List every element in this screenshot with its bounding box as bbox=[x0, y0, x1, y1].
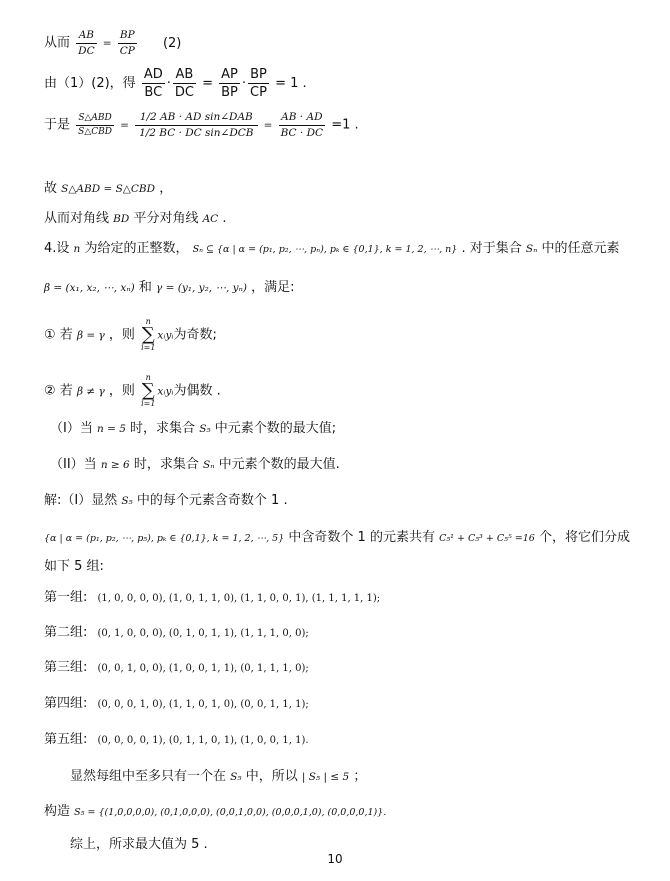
text: （I）当 bbox=[50, 421, 93, 436]
fraction: $\frac{AD}{BC}$ bbox=[143, 67, 163, 100]
group-items: (0, 0, 0, 0, 1), (0, 1, 1, 0, 1), (1, 0, 0, 1, 1). bbox=[97, 735, 309, 746]
text: ，满足: bbox=[251, 280, 295, 295]
text: 中元素个数的最大值. bbox=[218, 457, 340, 472]
side-ratio: $\frac{AB \cdot AD}{BC \cdot DC}$ bbox=[280, 111, 324, 139]
group-label: 第三组: bbox=[44, 660, 88, 675]
group-row-4 bbox=[44, 697, 309, 710]
math: β = (x₁, x₂, ⋯, xₙ) bbox=[44, 282, 135, 294]
math: xᵢyᵢ bbox=[157, 385, 174, 398]
text: 中元素个数的最大值; bbox=[214, 421, 337, 436]
math: AC bbox=[202, 213, 219, 225]
text: ； bbox=[353, 769, 367, 784]
text: 构造 bbox=[44, 804, 71, 819]
text: ， bbox=[159, 181, 173, 196]
text: 于是 bbox=[44, 117, 71, 133]
text: 如下 5 组: bbox=[44, 559, 104, 574]
text: 由（1）(2)，得 bbox=[44, 76, 136, 91]
math: Sₙ bbox=[525, 243, 538, 255]
math: n ≥ 6 bbox=[100, 459, 130, 471]
math: S₅ = {(1,0,0,0,0), (0,1,0,0,0), (0,0,1,0,0), (0,0,0,1,0), (0,0,0,0,1)}. bbox=[74, 807, 387, 818]
eq-line-5 bbox=[44, 212, 227, 225]
group-items: (0, 1, 0, 0, 0), (0, 1, 0, 1, 1), (1, 1, 1, 0, 0); bbox=[97, 628, 309, 639]
condition-2 bbox=[44, 374, 221, 408]
group-label: 第二组: bbox=[44, 625, 88, 640]
text: 为给定的正整数， bbox=[84, 241, 189, 256]
group-label: 第四组: bbox=[44, 696, 88, 711]
eq-line-4 bbox=[44, 182, 172, 195]
fraction: $\frac{BP}{CP}$ bbox=[250, 67, 267, 100]
math: γ = (y₁, y₂, ⋯, yₙ) bbox=[156, 282, 247, 294]
math: β = γ bbox=[76, 329, 105, 342]
problem-4-statement bbox=[44, 242, 620, 255]
math: BD bbox=[113, 213, 130, 225]
text: 故 bbox=[44, 181, 58, 196]
area-ratio: $\frac{\text{S△ABD}}{\text{S△CBD}}$ bbox=[78, 112, 112, 137]
text: 中的任意元素 bbox=[541, 241, 620, 256]
group-items: (0, 0, 1, 0, 0), (1, 0, 0, 1, 1), (0, 1, 1, 1, 0); bbox=[97, 663, 309, 674]
condition-1 bbox=[44, 318, 217, 352]
math: S△ABD = S△CBD bbox=[61, 183, 156, 195]
text: ，则 bbox=[108, 327, 135, 343]
text: ② 若 bbox=[44, 383, 73, 399]
text: 中的每个元素含奇数个 1 . bbox=[136, 493, 288, 508]
text: 为奇数; bbox=[173, 327, 217, 343]
text: 中，所以 bbox=[245, 769, 298, 784]
sine-area-ratio: $\frac{\text{1/2 AB · AD sin∠DAB}}{\text{1/2 BC · DC sin∠DCB}}$ bbox=[135, 110, 257, 140]
eq-line-1: 从而 $\frac{AB}{DC}$ = $\frac{BP}{CP}$ (2) bbox=[44, 29, 182, 57]
group-row-3 bbox=[44, 661, 309, 674]
group-row-1 bbox=[44, 591, 380, 604]
text: 显然每组中至多只有一个在 bbox=[70, 769, 227, 784]
group-intro bbox=[44, 560, 104, 573]
equation-tag: (2) bbox=[162, 35, 182, 51]
math: n bbox=[73, 243, 81, 255]
text: 个，将它们分成 bbox=[538, 530, 630, 545]
text: 中含奇数个 1 的元素共有 bbox=[288, 530, 435, 545]
text: 4.设 bbox=[44, 241, 70, 256]
question-1 bbox=[50, 422, 336, 435]
solution-start bbox=[44, 494, 288, 507]
text: 解:（I）显然 bbox=[44, 493, 118, 508]
summation: n ∑ i=1 bbox=[141, 373, 156, 408]
math: Sₙ bbox=[203, 459, 215, 471]
group-label: 第一组: bbox=[44, 590, 88, 605]
summation: n ∑ i=1 bbox=[141, 317, 156, 352]
question-2 bbox=[50, 458, 340, 471]
upper-bound-statement bbox=[70, 770, 366, 783]
text: 为偶数 . bbox=[173, 383, 221, 399]
group-items: (0, 0, 0, 1, 0), (1, 1, 0, 1, 0), (0, 0, 1, 1, 1); bbox=[97, 699, 309, 710]
group-items: (1, 0, 0, 0, 0), (1, 0, 1, 1, 0), (1, 1, 0, 0, 1), (1, 1, 1, 1, 1); bbox=[97, 593, 381, 604]
math: S₅ bbox=[230, 771, 242, 783]
group-label: 第五组: bbox=[44, 732, 88, 747]
text: ① 若 bbox=[44, 327, 73, 343]
group-row-2 bbox=[44, 626, 309, 639]
page-number: 10 bbox=[327, 852, 343, 866]
math: {α | α = (p₁, p₂, ⋯, p₅), pₖ ∈ {0,1}, k = 1, 2, ⋯, 5} bbox=[44, 533, 285, 544]
math: C₅¹ + C₅³ + C₅⁵ =16 bbox=[439, 533, 535, 544]
math: S₅ bbox=[121, 495, 133, 507]
text: 时，求集合 bbox=[130, 421, 196, 436]
eq-line-2: 由（1）(2)，得 $\frac{AD}{BC}$ · $\frac{AB}{DC}$ = $\frac{AP}{BP}$ · $\frac{BP}{CP}$ = 1 . bbox=[44, 67, 307, 100]
math: Sₙ ⊆ {α | α = (p₁, p₂, ⋯, pₙ), pₖ ∈ {0,1}, k = 1, 2, ⋯, n} bbox=[192, 244, 458, 255]
fraction: $\frac{AP}{BP}$ bbox=[221, 67, 238, 100]
text: = 1 . bbox=[275, 76, 307, 91]
set-description bbox=[44, 531, 630, 544]
text: 和 bbox=[138, 280, 152, 295]
text: ，则 bbox=[108, 383, 135, 399]
math: | S₅ | ≤ 5 bbox=[301, 771, 350, 783]
eq-line-7 bbox=[44, 281, 294, 294]
fraction-ab-dc: $\frac{AB}{DC}$ bbox=[78, 29, 95, 57]
math: xᵢyᵢ bbox=[157, 329, 174, 342]
fraction: $\frac{AB}{DC}$ bbox=[174, 67, 194, 100]
group-row-5 bbox=[44, 733, 309, 746]
construction bbox=[44, 805, 386, 818]
text: . bbox=[222, 211, 227, 226]
text: 从而 bbox=[44, 35, 71, 51]
math: β ≠ γ bbox=[76, 385, 105, 398]
text: 从而对角线 bbox=[44, 211, 110, 226]
fraction-bp-cp: $\frac{BP}{CP}$ bbox=[119, 29, 135, 57]
text: （II）当 bbox=[50, 457, 97, 472]
text: 综上，所求最大值为 5 . bbox=[70, 837, 208, 852]
math: S₅ bbox=[199, 423, 211, 435]
eq-line-3: 于是 $\frac{\text{S△ABD}}{\text{S△CBD}}$ = $\frac{\text{1/2 AB · AD sin∠DAB}}{\text{1/2 BC · DC sin∠DCB}}$ = $\frac{AB \cdot AD}{BC \cdot DC}$ =1 . bbox=[44, 111, 359, 139]
text: 时，求集合 bbox=[133, 457, 199, 472]
text: =1 . bbox=[331, 117, 359, 133]
text: 平分对角线 bbox=[133, 211, 199, 226]
conclusion bbox=[70, 838, 208, 851]
math: n = 5 bbox=[96, 423, 126, 435]
text: . 对于集合 bbox=[461, 241, 522, 256]
